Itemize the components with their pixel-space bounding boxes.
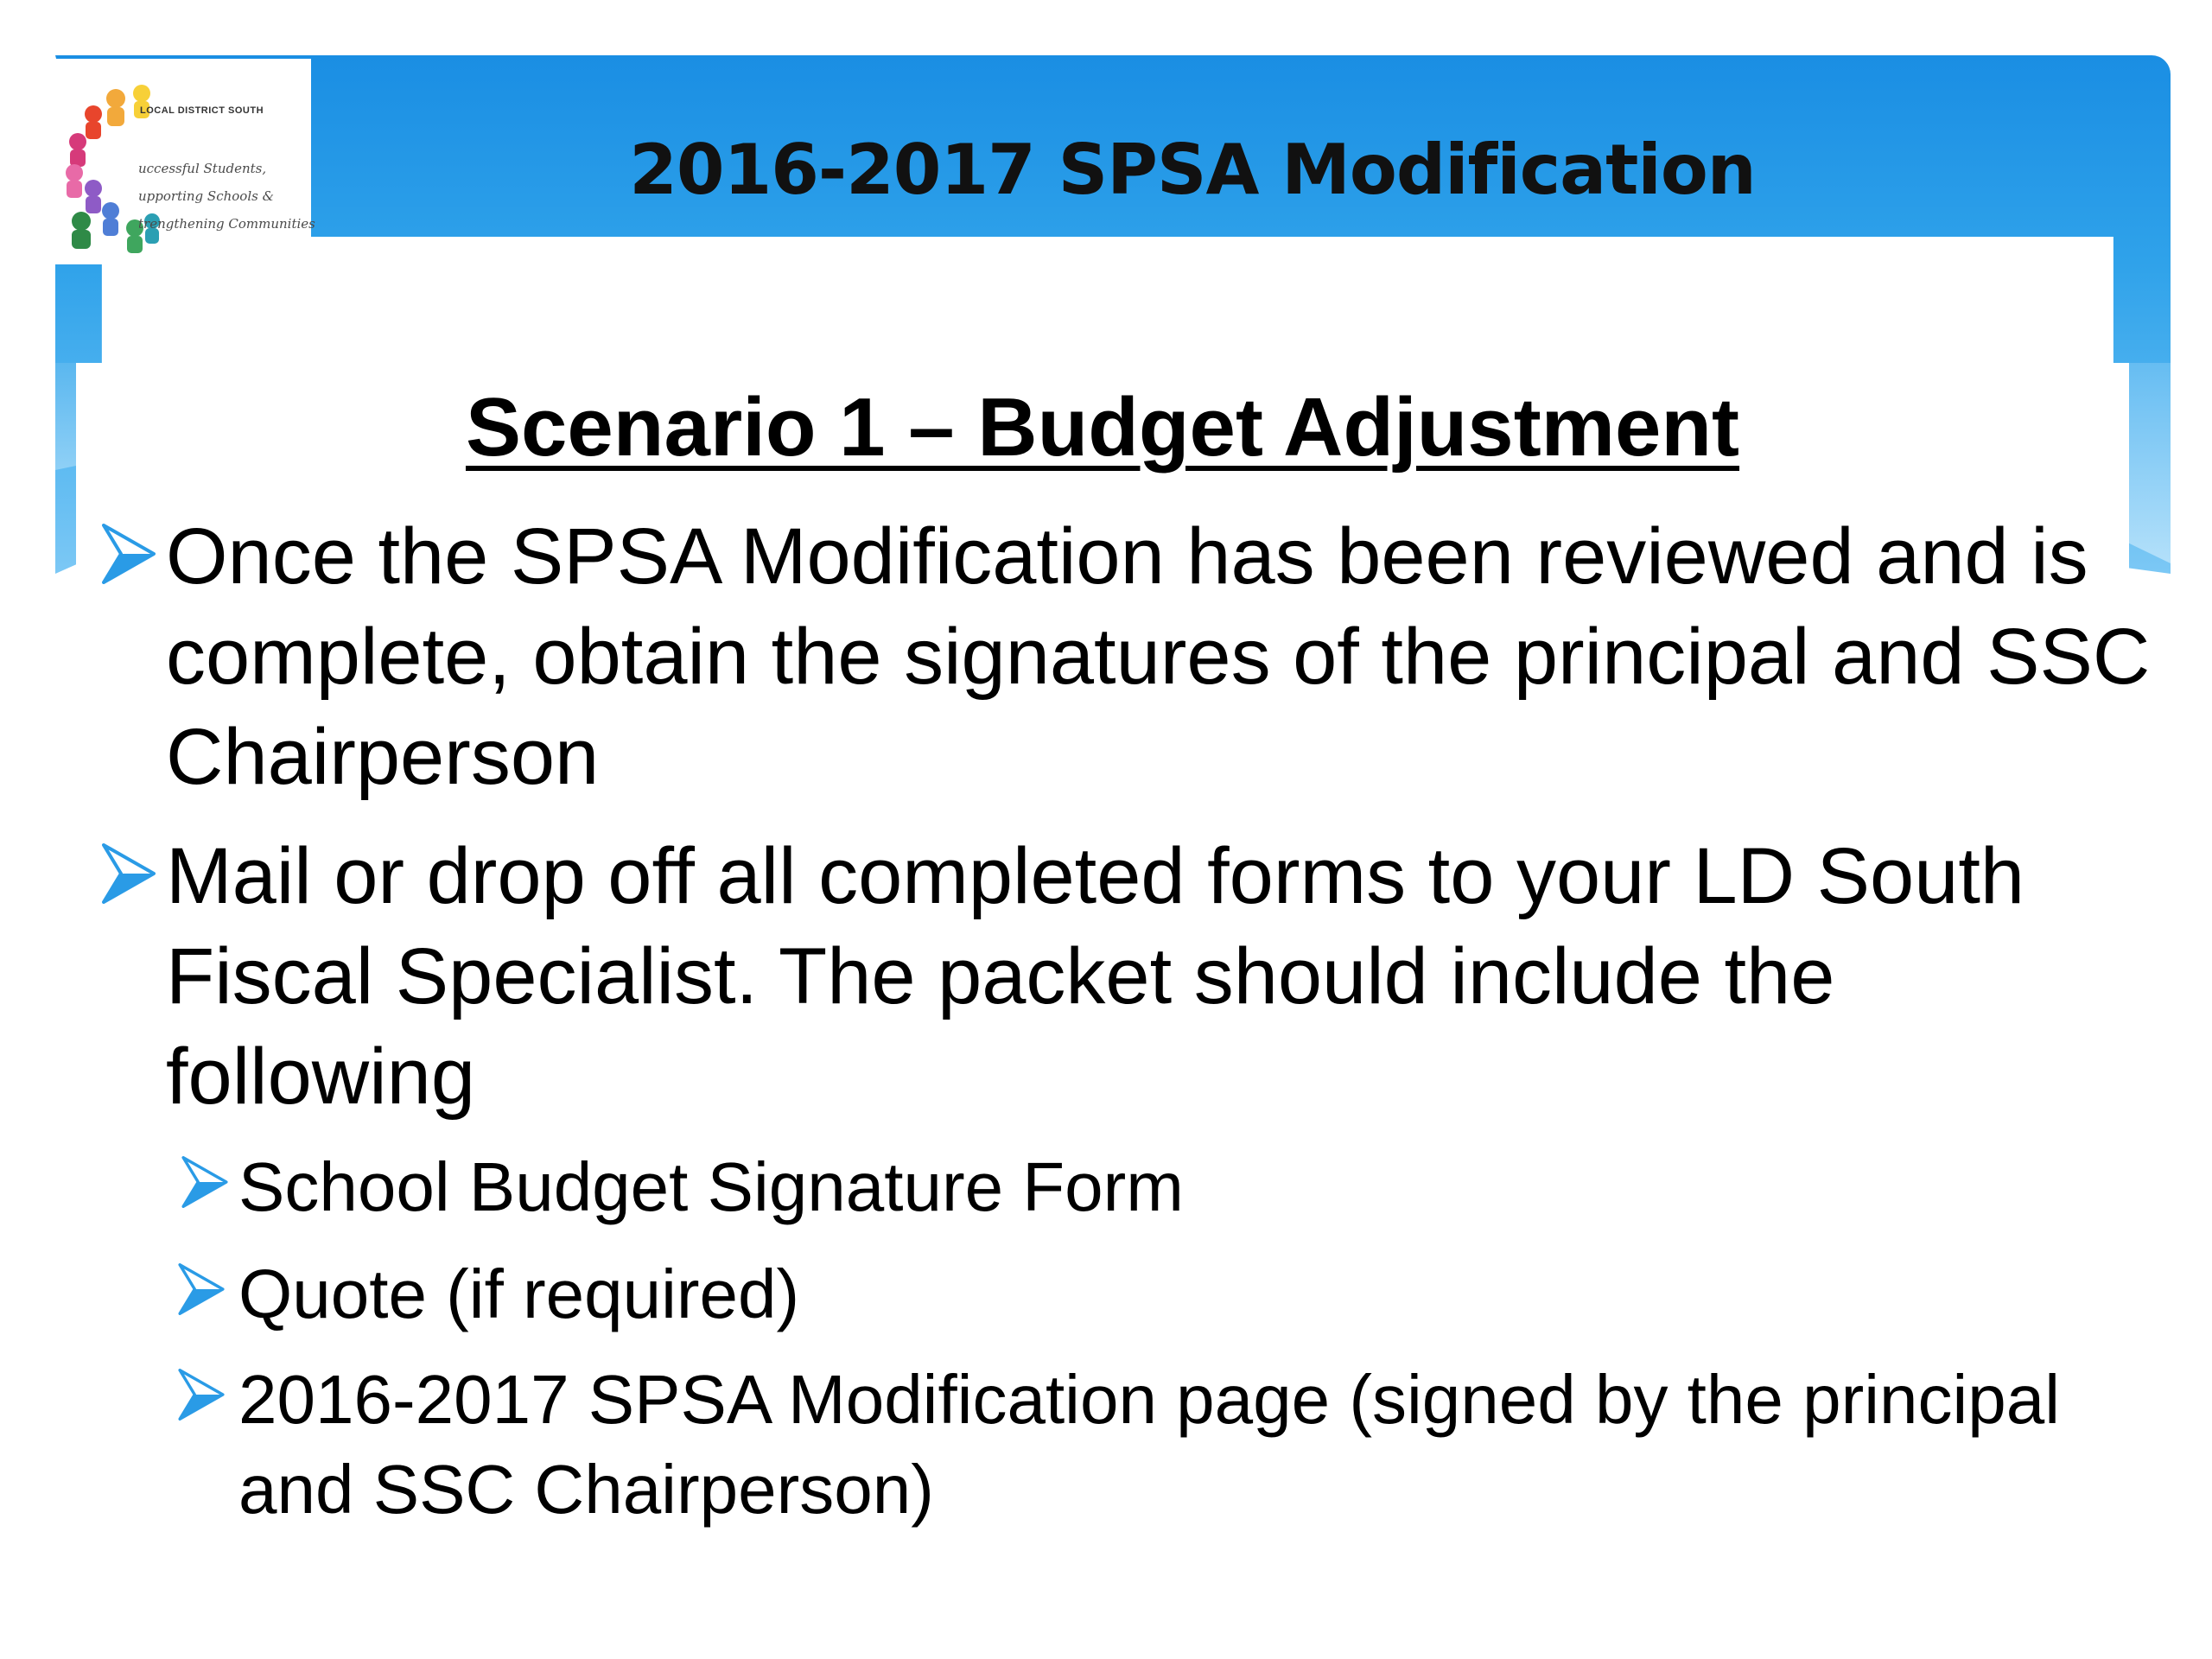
arrowhead-bullet-icon (178, 1263, 225, 1315)
logo-top-text: LOCAL DISTRICT SOUTH (140, 105, 264, 116)
sub-bullet-signature-form (238, 1142, 2139, 1232)
banner-left-edge (55, 363, 76, 470)
sub-bullet-quote (238, 1249, 2139, 1339)
arrowhead-bullet-icon (102, 843, 156, 904)
bullet-mail-forms (166, 826, 2153, 1127)
logo-line-3: trengthening Communities (138, 216, 315, 232)
sub-bullet-modification-page (238, 1355, 2139, 1535)
arrowhead-bullet-icon (178, 1369, 225, 1421)
district-logo (55, 59, 315, 264)
scenario-heading: Scenario 1 – Budget Adjustment (465, 381, 1740, 474)
sub-bullet-text: 2016-2017 SPSA Modification page (signed by the principal and SSC Chairperson) (238, 1361, 2061, 1528)
sub-bullet-text: School Budget Signature Form (238, 1148, 1184, 1225)
bullet-signatures (166, 506, 2153, 807)
bullet-text: Once the SPSA Modification has been reviewed and is complete, obtain the signatures of the principal and SSC Chairperson (166, 512, 2151, 801)
logo-line-2: upporting Schools & (138, 188, 274, 204)
slide-title: 2016-2017 SPSA Modification (629, 130, 1756, 210)
bullet-text: Mail or drop off all completed forms to your LD South Fiscal Specialist. The packet should include the following (166, 832, 2025, 1121)
sub-bullet-text: Quote (if required) (238, 1255, 800, 1332)
arrowhead-bullet-icon (181, 1156, 228, 1208)
logo-line-1: uccessful Students, (138, 161, 267, 176)
arrowhead-bullet-icon (102, 524, 156, 584)
